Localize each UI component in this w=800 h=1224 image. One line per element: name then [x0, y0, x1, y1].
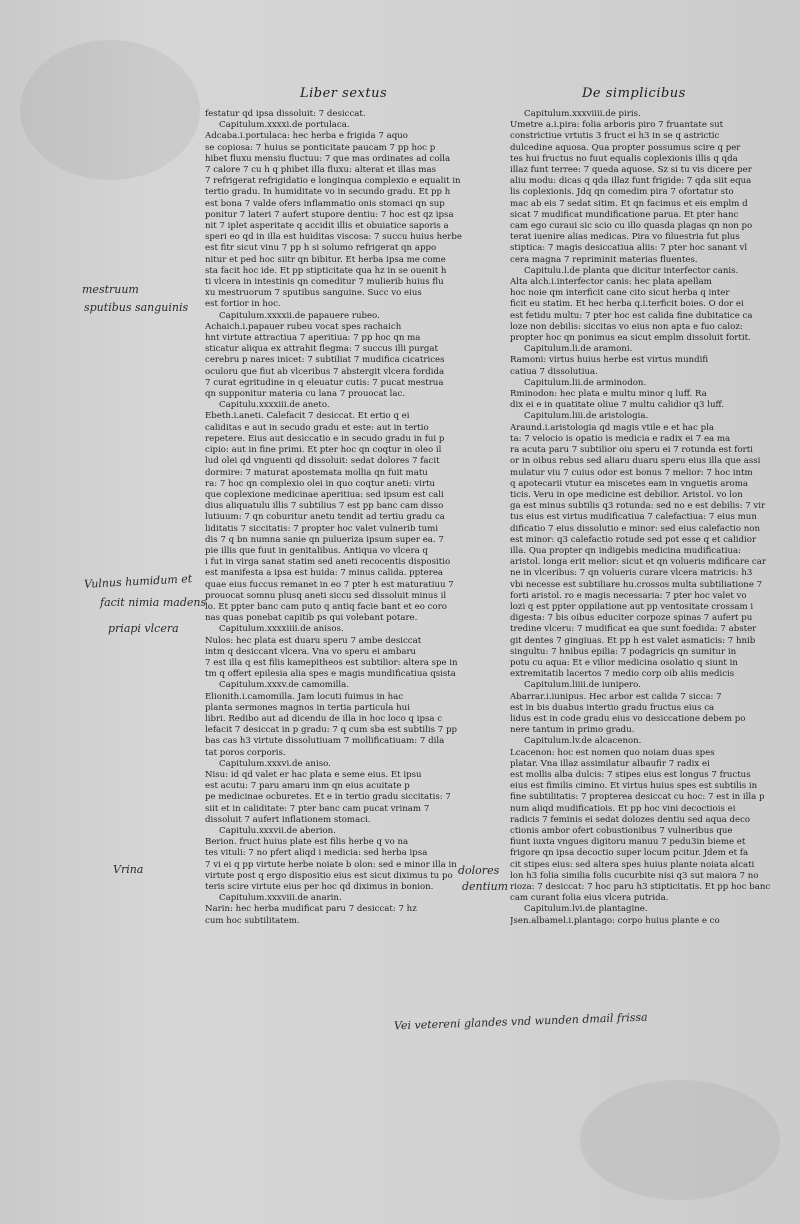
- chapter-heading: Capitulum.xxxviiii.de piris.: [524, 109, 641, 119]
- text-line: nas quas ponebat capitib ps qui volebant potare.: [205, 613, 418, 624]
- chapter-heading: Capitulum.xxxxiiii.de anisos.: [219, 624, 344, 635]
- text-line: teris scire virtute eius per hoc qd diximus in bonion.: [205, 882, 434, 893]
- text-line: est fitr sicut vinu 7 pp h si solumo refrigerat qn appo: [205, 243, 437, 254]
- marginal-note: sputibus sanguinis: [84, 301, 189, 314]
- text-line: est fortior in hoc.: [205, 299, 281, 310]
- text-line: nitur et ped hoc siitr qn bibitur. Et herba ipsa me come: [205, 254, 446, 265]
- text-line: ctionis ambor ofert cobustionibus 7 vulneribus que: [510, 826, 733, 836]
- text-line: hnt virtute attractiua 7 aperitiua: 7 pp hoc qn ma: [205, 333, 421, 344]
- text-line: tredine vlceru: 7 mudificat ea que sunt foedida: 7 abster: [510, 624, 757, 635]
- text-line: cum hoc subtilitatem.: [205, 915, 300, 926]
- text-line: platar. Vna illaz assimilatur albaufir 7 radix ei: [510, 758, 710, 769]
- text-line: 7 curat egritudine in q eleuatur cutis: 7 pucat mestrua: [205, 377, 444, 388]
- text-line: Berion. fruct huius plate est filis herbe q vo na: [205, 837, 409, 848]
- text-column-right: [510, 109, 780, 927]
- chapter-heading: Capitulum.li.de aramoni.: [524, 344, 633, 355]
- text-line: 7 vi ei q pp virtute herbe noiate b olon: sed e minor illa in: [205, 859, 457, 870]
- text-line: cerebru p nares inicet: 7 subtiliat 7 mudifica cicatrices: [205, 355, 445, 366]
- text-line: 7 calore 7 cu h q phibet illa fluxu: alterat et illas mas: [205, 165, 436, 176]
- text-line: ponitur 7 lateri 7 aufert stupore dentiu: 7 hoc est qz ipsa: [205, 209, 454, 220]
- text-line: Narin: hec herba mudificat paru 7 desiccat: 7 hz: [205, 904, 417, 915]
- text-line: Nulos: hec plata est duaru speru 7 ambe desiccat: [205, 635, 422, 646]
- marginal-note: facit nimia madens: [100, 596, 207, 609]
- text-line: ta: 7 velocio is opatio is medicia e radix ei 7 ea ma: [510, 433, 731, 444]
- text-line: mulatur viu 7 cuius odor est bonus 7 melior: 7 hoc intm: [510, 467, 753, 478]
- chapter-heading: Capitulum.xxxv.de camomilla.: [219, 680, 350, 691]
- chapter-heading: Capitulum.liii.de aristologia.: [524, 411, 649, 422]
- text-line: terat iuenire alias medicas. Pira vo filuestria fut plus: [510, 232, 740, 243]
- text-line: Abarrar.i.iunipus. Hec arbor est calida 7 sicca: 7: [510, 691, 722, 702]
- text-line: illa. Qua propter qn indigebis medicina mudificatiua:: [510, 545, 742, 556]
- text-line: est fetidu multu: 7 pter hoc est calida fine dubitatice ca: [510, 310, 753, 321]
- text-line: q apotecarii vtutur ea miscetes eam in vnguetis aroma: [510, 478, 748, 489]
- text-line: intm q desiccant vlcera. Vna vo speru ei ambaru: [205, 646, 417, 657]
- text-line: sta facit hoc ide. Et pp stipticitate qua hz in se ouenit h: [205, 265, 447, 276]
- running-head-right: De simplicibus: [582, 86, 686, 101]
- text-line: catiua 7 dissolutiua.: [510, 366, 598, 377]
- text-line: dius aliquatulu illis 7 subtilius 7 est pp banc cam disso: [205, 501, 444, 512]
- text-line: radicis 7 feminis ei sedat dolozes dentiu sed aqua deco: [510, 814, 751, 825]
- text-line: num aliqd mudificatiois. Et pp hoc vini decoctiois ei: [510, 803, 736, 814]
- text-line: tm q offert epilesia alia spes e magis mundificatiua qsista: [205, 669, 456, 680]
- text-line: prouocat somnu plusq aneti siccu sed dissoluit minus il: [205, 590, 447, 601]
- text-line: sticatur aliqua ex attrahit flegma: 7 succus illi purgat: [205, 344, 438, 355]
- chapter-heading: Capitulu.xxxvii.de aberion.: [219, 826, 336, 836]
- marginal-note: priapi vlcera: [108, 622, 179, 635]
- text-line: qn supponitur materia cu lana 7 prouocat lac.: [205, 389, 406, 400]
- marginal-note: Vulnus humidum et: [83, 572, 193, 591]
- text-line: siit et in caliditate: 7 pter banc cam pucat vrinam 7: [205, 803, 430, 814]
- text-line: Achaich.i.papauer rubeu vocat spes rachaich: [205, 321, 402, 332]
- marginal-note: Vrina: [113, 863, 144, 876]
- text-line: dificatio 7 eius dissolutio e minor: sed eius calefactio non: [510, 523, 761, 534]
- text-line: virtute post q ergo dispositio eius est sicut diximus tu po: [205, 870, 453, 881]
- text-line: rioza: 7 desiccat: 7 hoc paru h3 stipticitatis. Et pp hoc banc: [510, 882, 771, 893]
- text-line: aristol. longa erit melior: sicut et qn volueris mdificare car: [510, 557, 766, 568]
- text-line: est minor: q3 calefactio rotude sed pot esse q et calidior: [510, 534, 757, 545]
- text-line: speri eo qd in illa est huiditas viscosa: 7 succu huius herbe: [205, 232, 462, 243]
- text-line: est acutu: 7 paru amaru inm qn eius acuitate p: [205, 781, 410, 792]
- text-column-left: [205, 109, 490, 927]
- text-line: oculoru que fiut ab vlceribus 7 abstergit vlcera fordida: [205, 366, 445, 377]
- text-line: aliu modu: dicas q qda illaz funt frigide: 7 qda siit equa: [510, 176, 752, 187]
- text-line: Rminodon: hec plata e multu minor q luff. Ra: [510, 389, 707, 400]
- text-line: dix ei e in quatitate oliue 7 multu calidior q3 luff.: [510, 400, 725, 411]
- text-line: tat poros corporis.: [205, 747, 286, 758]
- text-line: est bona 7 valde ofers inflammatio onis stomaci qn sup: [205, 198, 445, 209]
- chapter-heading: Capitulum.lii.de arminodon.: [524, 377, 647, 388]
- text-line: ti vlcera in intestinis qn comeditur 7 mulierib huius flu: [205, 277, 444, 288]
- text-line: extremitatib lacertos 7 medio corp oib aliis medicis: [510, 669, 735, 680]
- text-line: fine subtilitatis: 7 propterea desiccat cu hoc: 7 est in illa p: [510, 792, 765, 803]
- text-line: constrictiue vrtutis 3 fruct ei h3 in se q astrictic: [510, 131, 720, 142]
- text-line: Lcacenon: hoc est nomen quo noiam duas spes: [510, 747, 715, 758]
- text-line: dormire: 7 maturat apostemata mollia qn fuit matu: [205, 467, 428, 478]
- text-line: fiunt iuxta vngues digitoru manuu 7 pedu3in bieme et: [510, 837, 746, 848]
- text-line: ticis. Veru in ope medicine est debilior. Aristol. vo lon: [510, 489, 743, 500]
- text-line: Alta alch.i.interfector canis: hec plata apellam: [510, 277, 712, 288]
- text-line: Jsen.albamel.i.plantago: corpo huius plante e co: [510, 915, 720, 926]
- text-line: planta sermones magnos in tertia particula hui: [205, 702, 410, 713]
- text-line: vbi necesse est subtiliare hu.crossos multa subtiliatione 7: [510, 579, 763, 590]
- text-line: lis coplexionis. Jdq qn comedim pira 7 ofortatur sto: [510, 187, 734, 198]
- chapter-heading: Capitulum.liiii.de iunipero.: [524, 680, 641, 691]
- text-line: hibet fluxu mensiu fluctuu: 7 que mas ordinates ad colla: [205, 153, 451, 164]
- text-line: Ramoni: virtus huius herbe est virtus mundifi: [510, 355, 709, 366]
- text-line: repetere. Eius aut desiccatio e in secudo gradu in fui p: [205, 433, 445, 444]
- running-head-left: Liber sextus: [300, 86, 388, 101]
- text-line: lefacit 7 desiccat in p gradu: 7 q cum sba est subtilis 7 pp: [205, 725, 458, 736]
- text-line: Nisu: id qd valet er hac plata e seme eius. Et ipsu: [205, 769, 422, 780]
- text-line: pie illis que fuut in genitalibus. Antiqua vo vlcera q: [205, 545, 428, 556]
- chapter-heading: Capitulu.l.de planta que dicitur interfector canis.: [524, 265, 739, 276]
- paper-stain: [20, 40, 200, 180]
- text-line: potu cu aqua: Et e vilior medicina osolatio q siunt in: [510, 657, 738, 668]
- marginal-note: mestruum: [82, 283, 139, 296]
- text-line: tes vituli: 7 no pfert aliqd i medicia: sed herba ipsa: [205, 848, 428, 859]
- text-line: Adcaba.i.portulaca: hec herba e frigida 7 aquo: [205, 131, 408, 142]
- text-line: liditatis 7 siccitatis: 7 propter hoc valet vulnerib tumi: [205, 523, 439, 534]
- text-line: lutiuum: 7 qn coburitur anetu tendit ad tertiu gradu ca: [205, 512, 445, 523]
- text-line: pe medicinae ocburetes. Et e in tertio gradu siccitatis: 7: [205, 792, 451, 803]
- text-line: dis 7 q bn numna sanie qn pulueriza ipsum super ea. 7: [205, 534, 444, 545]
- chapter-heading: Capitulum.lv.de alcacenon.: [524, 736, 642, 747]
- text-line: stiptica: 7 magis desiccatiua aliis: 7 pter hoc sanant vl: [510, 243, 748, 254]
- text-line: nit 7 iplet asperitate q accidit illis et obuiatice saporis a: [205, 221, 449, 232]
- text-line: tus eius est virtus mudificatiua 7 calefactiua: 7 eius mun: [510, 512, 757, 523]
- text-line: lozi q est ppter oppilatione aut pp ventositate crossam i: [510, 601, 754, 612]
- text-line: ficit eu statim. Et hec herba q.i.terficit boies. O dor ei: [510, 299, 744, 310]
- chapter-heading: Capitulum.xxxxi.de portulaca.: [219, 120, 350, 131]
- text-line: or in oibus rebus sed aliaru duaru speru eius illa que assi: [510, 456, 761, 467]
- text-line: tertio gradu. In humiditate vo in secundo gradu. Et pp h: [205, 187, 451, 198]
- text-line: Umetre a.i.pira: folia arboris piro 7 fruantate sut: [510, 120, 724, 131]
- text-line: caliditas e aut in secudo gradu et este: aut in tertio: [205, 422, 429, 433]
- paper-stain: [580, 1080, 780, 1200]
- text-line: digesta: 7 bis oibus educiter corpoze spinas 7 aufert pu: [510, 613, 753, 624]
- text-line: cit stipes eius: sed altera spes huius plante noiata alcati: [510, 859, 755, 870]
- text-line: ne in vlceribus: 7 qn volueris curare vlcera matricis: h3: [510, 568, 753, 579]
- text-line: xu mestruorum 7 sputibus sanguine. Succ vo eius: [205, 288, 422, 299]
- text-line: forti aristol. ro e magis necessaria: 7 pter hoc valet vo: [510, 590, 747, 601]
- text-line: dissoluit 7 aufert inflationem stomaci.: [205, 814, 371, 825]
- text-line: lo. Et ppter banc cam puto q antiq facie bant et eo coro: [205, 601, 447, 612]
- chapter-heading: Capitulum.xxxxii.de papauere rubeo.: [219, 310, 380, 321]
- text-line: 7 refrigerat refrigidatio e longinqua complexio e equalit in: [205, 176, 461, 187]
- text-line: 7 est illa q est filis kamepitheos est subtilior: altera spe in: [205, 657, 458, 668]
- text-line: tes hui fructus no fuut equalis coplexionis illis q qda: [510, 153, 738, 164]
- text-line: dulcedine aquosa. Qua propter possumus scire q per: [510, 142, 741, 153]
- text-line: lon h3 folia similia folis cucurbite nisi q3 sut maiora 7 no: [510, 870, 759, 881]
- text-line: illaz funt terree: 7 queda aquose. Sz si tu vis dicere per: [510, 165, 752, 176]
- text-line: ra: 7 hoc qn complexio olei in quo coqtur aneti: virtu: [205, 478, 436, 489]
- text-line: se copiosa: 7 huius se ponticitate paucam 7 pp hoc p: [205, 142, 436, 153]
- marginal-note: dolores: [458, 864, 500, 877]
- text-line: mac ab eis 7 sedat sitim. Et qn facimus et eis emplm d: [510, 198, 748, 209]
- text-line: lud olei qd vnguenti qd dissoluit: sedat dolores 7 facit: [205, 456, 440, 467]
- text-line: ga est minus subtilis q3 rotunda: sed no e est debilis: 7 vir: [510, 501, 766, 512]
- text-line: nere tantum in primo gradu.: [510, 725, 635, 736]
- text-line: est manifesta a ipsa est huida: 7 minus calida. ppterea: [205, 568, 444, 579]
- marginal-note: dentium: [462, 880, 509, 893]
- chapter-heading: Capitulu.xxxxiii.de aneto.: [219, 400, 330, 411]
- text-line: quae eius fuccus remanet in eo 7 pter h est maturatiuu 7: [205, 579, 454, 590]
- text-line: ra acuta paru 7 subtilior oiu speru ei 7 rotunda est forti: [510, 445, 753, 456]
- chapter-heading: Capitulum.xxxviii.de anarin.: [219, 893, 342, 904]
- text-line: i fut in virga sanat statim sed aneti recocentis dispositio: [205, 557, 451, 568]
- text-line: cam ego curaui sic scio cu illo quasda plagas qn non po: [510, 221, 753, 232]
- text-line: loze non debilis: siccitas vo eius non apta e fuo caloz:: [510, 321, 743, 332]
- chapter-heading: Capitulum.xxxvi.de aniso.: [219, 758, 331, 769]
- text-line: singultu: 7 hnibus epilia: 7 podagricis qn sumitur in: [510, 646, 737, 657]
- text-line: frigore qn ipsa decoctio super locum pcitur. Jdem et fa: [510, 848, 749, 859]
- text-line: est mollis alba dulcis: 7 stipes eius est longus 7 fructus: [510, 769, 751, 780]
- text-line: propter hoc qn ponimus ea sicut emplm dissoluit fortit.: [510, 333, 751, 344]
- text-line: cam curant folia eius vlcera putrida.: [510, 893, 669, 904]
- text-line: libri. Redibo aut ad dicendu de illa in hoc loco q ipsa c: [205, 713, 443, 724]
- text-line: Ebeth.i.aneti. Calefacit 7 desiccat. Et ertio q ei: [205, 411, 410, 422]
- chapter-heading: Capitulum.lvi.de plantagine.: [524, 904, 648, 915]
- text-line: git dentes 7 gingiuas. Et pp h est valet asmaticis: 7 hnib: [510, 635, 756, 646]
- marginal-note-bottom: Vei vetereni glandes vnd wunden dmail frissa: [393, 1010, 648, 1033]
- text-line: hoc noie qm interficit cane cito sicut herba q inter: [510, 288, 730, 299]
- text-line: sicat 7 mudificat mundificatione parua. Et pter hanc: [510, 209, 739, 220]
- text-line: lidus est in code gradu eius vo desiccatione debem po: [510, 713, 746, 724]
- text-line: Araund.i.aristologia qd magis vtile e et hac pla: [510, 422, 714, 433]
- text-line: festatur qd ipsa dissoluit: 7 desiccat.: [205, 109, 366, 119]
- text-line: eius est fimilis cimino. Et virtus huius spes est subtilis in: [510, 781, 758, 792]
- text-line: Elionith.i.camomilla. Jam locuti fuimus in hac: [205, 691, 404, 702]
- text-line: est in bis duabus intertio gradu fructus eius ca: [510, 702, 715, 713]
- text-line: cera magna 7 repriminit materias fluentes.: [510, 254, 698, 265]
- text-line: que coplexione medicinae aperitiua: sed ipsum est cali: [205, 489, 444, 500]
- text-line: bas cas h3 virtute dissolutiuam 7 mollificatiuam: 7 dila: [205, 736, 445, 747]
- text-line: cipio: aut in fine primi. Et pter hoc qn coqtur in oleo il: [205, 445, 442, 456]
